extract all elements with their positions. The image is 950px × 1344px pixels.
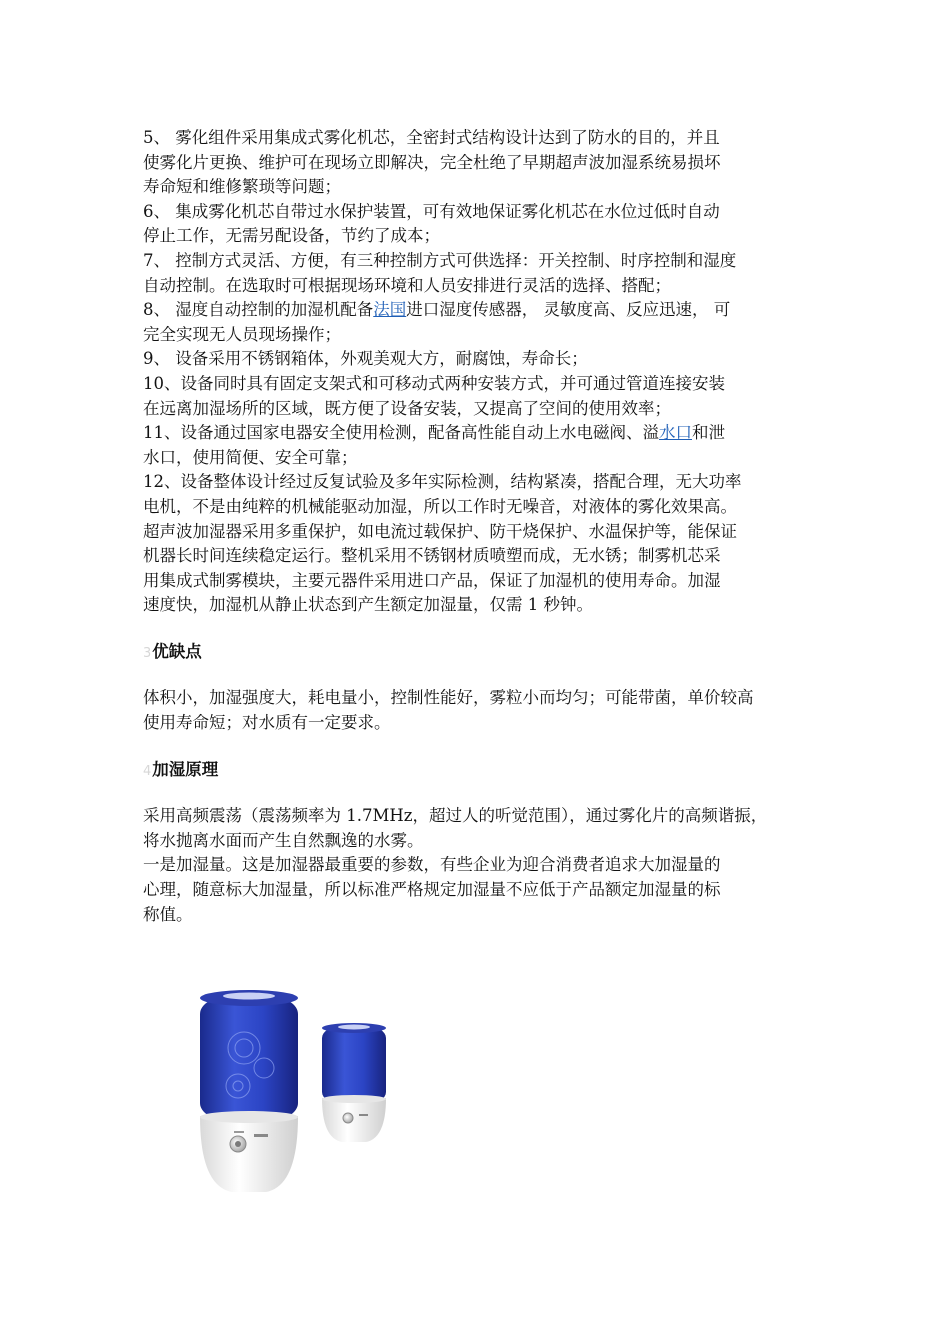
paragraph-line: 一是加湿量。这是加湿器最重要的参数，有些企业为迎合消费者追求大加湿量的 xyxy=(143,855,721,875)
paragraph-line: 称值。 xyxy=(143,904,193,924)
item8-text-after: 进口湿度传感器， 灵敏度高、反应迅速， 可 xyxy=(406,300,731,320)
large-humidifier xyxy=(200,990,298,1192)
paragraph-line: 7、 控制方式灵活、方便，有三种控制方式可供选择：开关控制、时序控制和湿度 xyxy=(143,250,737,270)
section-number: 3 xyxy=(143,645,152,661)
paragraph-line: 5、 雾化组件采用集成式雾化机芯，全密封式结构设计达到了防水的目的，并且 xyxy=(143,128,720,147)
section-title: 加湿原理 xyxy=(152,759,219,779)
paragraph-line: 使雾化片更换、维护可在现场立即解决，完全杜绝了早期超声波加湿系统易损坏 xyxy=(143,152,721,172)
paragraph-line: 速度快，加湿机从静止状态到产生额定加湿量，仅需 1 秒钟。 xyxy=(143,595,593,615)
section-number: 4 xyxy=(143,763,152,779)
humidifier-illustration xyxy=(192,986,412,1201)
item8-text-before: 8、 湿度自动控制的加湿机配备 xyxy=(143,300,374,320)
section-heading-principle xyxy=(143,758,815,783)
paragraph-line: 在远离加湿场所的区域，既方便了设备安装，又提高了空间的使用效率； xyxy=(143,398,671,418)
paragraph-line: 超声波加湿器采用多重保护，如电流过载保护、防干烧保护、水温保护等，能保证 xyxy=(143,521,737,541)
paragraph-line: 使用寿命短；对水质有一定要求。 xyxy=(143,713,391,733)
paragraph-line: 用集成式制雾模块，主要元器件采用进口产品，保证了加湿机的使用寿命。加湿 xyxy=(143,570,721,590)
paragraph-line: 9、 设备采用不锈钢箱体，外观美观大方，耐腐蚀，寿命长； xyxy=(143,349,588,369)
item11-text-before: 11、设备通过国家电器安全使用检测，配备高性能自动上水电磁阀、溢 xyxy=(143,423,659,443)
paragraph-line-item8 xyxy=(143,298,815,323)
paragraph-line: 机器长时间连续稳定运行。整机采用不锈钢材质喷塑而成，无水锈；制雾机芯采 xyxy=(143,546,721,566)
paragraph-line: 体积小，加湿强度大，耗电量小，控制性能好，雾粒小而均匀；可能带菌，单价较高 xyxy=(143,688,754,708)
link-france[interactable]: 法国 xyxy=(373,300,407,320)
section-title: 优缺点 xyxy=(152,641,202,661)
paragraph-line: 10、设备同时具有固定支架式和可移动式两种安装方式，并可通过管道连接安装 xyxy=(143,373,725,393)
paragraph-line: 完全实现无人员现场操作； xyxy=(143,324,341,344)
paragraph-line: 电机，不是由纯粹的机械能驱动加湿，所以工作时无噪音，对液体的雾化效果高。 xyxy=(143,496,737,516)
paragraph-line: 6、 集成雾化机芯自带过水保护装置，可有效地保证雾化机芯在水位过低时自动 xyxy=(143,201,720,221)
paragraph-line: 采用高频震荡（震荡频率为 1.7MHz，超过人的听觉范围），通过雾化片的高频谐振， xyxy=(143,806,768,826)
humidifier-product-image xyxy=(192,986,412,1201)
paragraph-line: 心理，随意标大加湿量，所以标准严格规定加湿量不应低于产品额定加湿量的标 xyxy=(143,880,721,900)
section-heading-pros-cons xyxy=(143,640,815,665)
paragraph-line: 将水抛离水面而产生自然飘逸的水雾。 xyxy=(143,830,424,850)
paragraph-line: 寿命短和维修繁琐等问题； xyxy=(143,177,341,197)
paragraph-line: 停止工作，无需另配设备，节约了成本； xyxy=(143,226,440,246)
paragraph-line: 水口，使用简便、安全可靠； xyxy=(143,447,358,467)
paragraph-line: 自动控制。在选取时可根据现场环境和人员安排进行灵活的选择、搭配； xyxy=(143,275,671,295)
link-water-outlet[interactable]: 水口 xyxy=(659,423,692,443)
paragraph-line: 12、设备整体设计经过反复试验及多年实际检测，结构紧凑，搭配合理，无大功率 xyxy=(143,472,742,492)
small-humidifier xyxy=(322,1023,386,1142)
item11-text-after: 和泄 xyxy=(692,423,725,443)
paragraph-line-item11 xyxy=(143,421,815,446)
document-body xyxy=(143,126,815,927)
